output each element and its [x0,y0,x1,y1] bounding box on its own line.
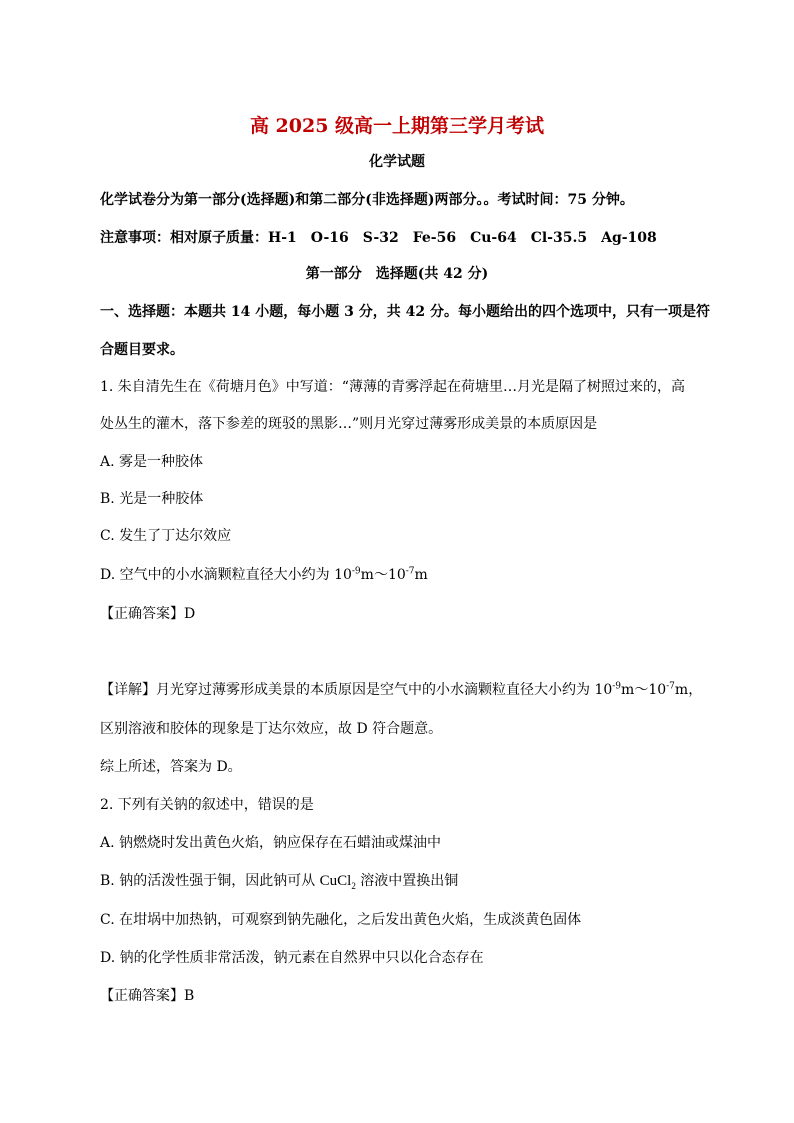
atomic-mass-notes [100,228,657,248]
part1-heading: 第一部分 选择题(共 42 分) [305,266,489,282]
q2-option-d: D. 钠的化学性质非常活泼，钠元素在自然界中只以化合态存在 [100,950,484,966]
q1-detail-line1: 【详解】月光穿过薄雾形成美景的本质原因是空气中的小水滴颗粒直径大小约为 $10^{-9}m\sim 10^{-7}m$， [100,681,703,698]
q1-option-d: D. 空气中的小水滴颗粒直径大小约为 $10^{-9}m\sim 10^{-7}m$ [100,566,428,583]
atomic-mass-cl: Cl-35.5 [530,230,588,246]
q1-stem-line2: 处丛生的灌木，落下参差的斑驳的黑影…”则月光穿过薄雾形成美景的本质原因是 [100,416,598,432]
q2-answer: 【正确答案】B [100,988,195,1004]
cucl2-formula: CuCl$_2$ [319,873,356,891]
atomic-mass-o: O-16 [310,230,349,246]
atomic-mass-cu: Cu-64 [470,230,517,246]
part1-instruction-line2: 合题目要求。 [100,342,184,358]
q1-answer: 【正确答案】D [100,606,196,622]
q2-option-a: A. 钠燃烧时发出黄色火焰，钠应保存在石蜡油或煤油中 [100,835,442,851]
atomic-mass-fe: Fe-56 [412,230,457,246]
q1-option-b: B. 光是一种胶体 [100,491,204,507]
exam-intro: 化学试卷分为第一部分(选择题)和第二部分(非选择题)两部分。。考试时间：75 分钟。 [100,192,634,208]
q2-option-c: C. 在坩埚中加热钠，可观察到钠先融化，之后发出黄色火焰，生成淡黄色固体 [100,912,582,928]
q1-detail-line2: 区别溶液和胶体的现象是丁达尔效应，故 D 符合题意。 [100,721,443,737]
q1-option-a: A. 雾是一种胶体 [100,454,204,470]
atomic-mass-h: H-1 [268,230,297,246]
q2-stem: 2. 下列有关钠的叙述中，错误的是 [100,797,314,813]
q1-option-c: C. 发生了丁达尔效应 [100,528,232,544]
part1-instruction-line1: 一、选择题：本题共 14 小题，每小题 3 分，共 42 分。每小题给出的四个选项中，只有一项是符 [100,304,710,320]
q1-detail-line3: 综上所述，答案为 D。 [100,759,242,775]
atomic-mass-ag: Ag-108 [601,230,657,246]
exam-subtitle: 化学试题 [369,154,425,170]
exam-title: 高 2025 级高一上期第三学月考试 [249,115,545,137]
atomic-mass-s: S-32 [362,230,399,246]
notes-label: 注意事项：相对原子质量： [100,230,268,246]
q2-option-b: B. 钠的活泼性强于铜，因此钠可从 CuCl$_2$ 溶液中置换出铜 [100,873,459,891]
q1-stem-line1: 1. 朱自清先生在《荷塘月色》中写道：“薄薄的青雾浮起在荷塘里…月光是隔了树照过来的，高 [100,379,685,395]
